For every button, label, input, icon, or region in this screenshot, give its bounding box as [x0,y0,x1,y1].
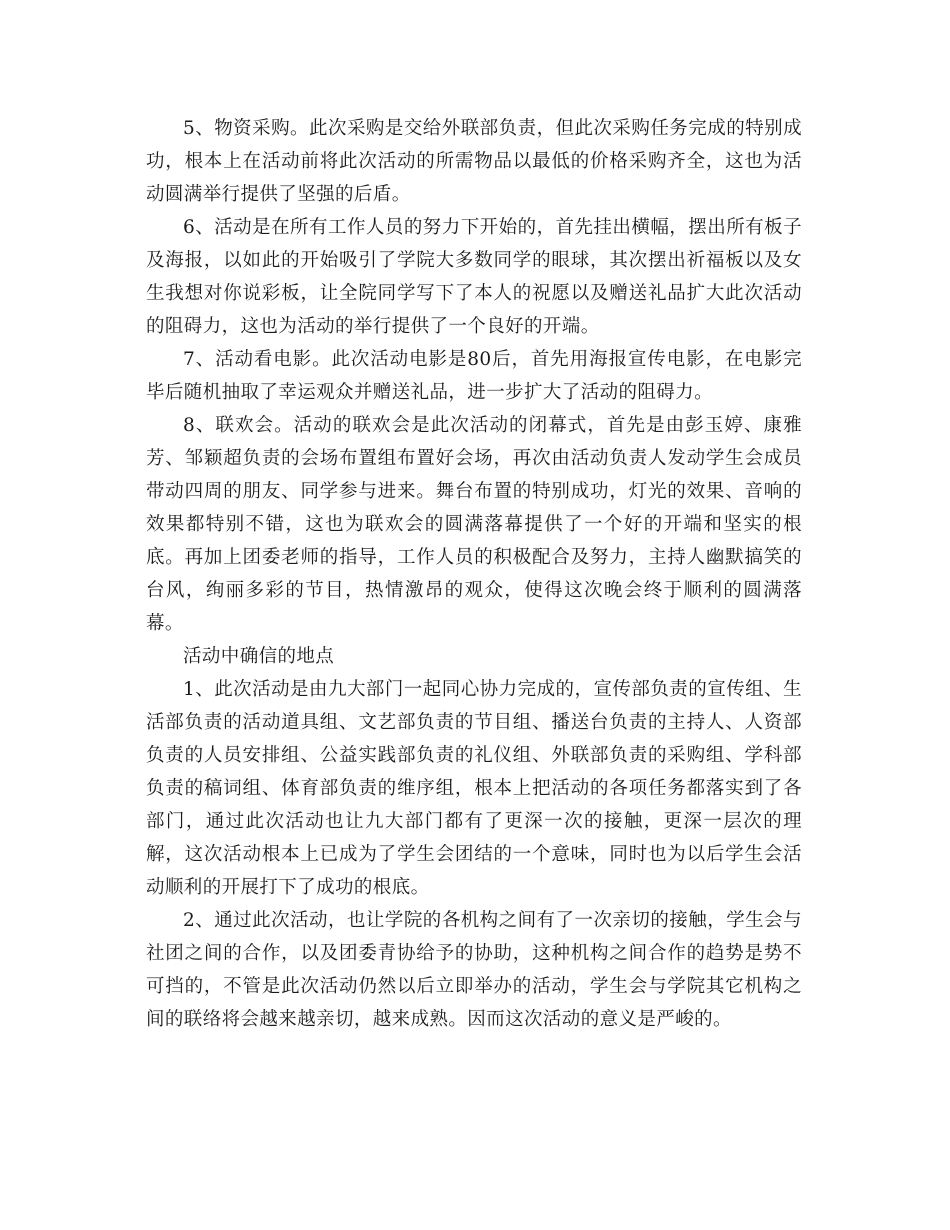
document-body [146,112,802,1036]
paragraph-cooperation: 2、通过此次活动，也让学院的各机构之间有了一次亲切的接触，学生会与社团之间的合作，以及团委青协给予的协助，这种机构之间合作的趋势是势不可挡的，不管是此次活动仍然以后立即举办的活动，学生会与学院其它机构之间的联络将会越来越亲切，越来成熟。因而这次活动的意义是严峻的。 [146,910,802,1030]
paragraph-movie: 7、活动看电影。此次活动电影是80后，首先用海报宣传电影，在电影完毕后随机抽取了幸运观众并赠送礼品，进一步扩大了活动的阻碍力。 [146,349,802,403]
paragraph-departments: 1、此次活动是由九大部门一起同心协力完成的，宣传部负责的宣传组、生活部负责的活动道具组、文艺部负责的节目组、播送台负责的主持人、人资部负责的人员安排组、公益实践部负责的礼仪组、外联部负责的采购组、学科部负责的稿词组、体育部负责的维序组，根本上把活动的各项任务都落实到了各部门，通过此次活动也让九大部门都有了更深一次的接触，更深一层次的理解，这次活动根本上已成为了学生会团结的一个意味，同时也为以后学生会活动顺利的开展打下了成功的根底。 [146,679,802,898]
paragraph-party: 8、联欢会。活动的联欢会是此次活动的闭幕式，首先是由彭玉婷、康雅芳、邹颖超负责的会场布置组布置好会场，再次由活动负责人发动学生会成员带动四周的朋友、同学参与进来。舞台布置的特别成功，灯光的效果、音响的效果都特别不错，这也为联欢会的圆满落幕提供了一个好的开端和坚实的根底。再加上团委老师的指导，工作人员的积极配合及努力，主持人幽默搞笑的台风，绚丽多彩的节目，热情激昂的观众，使得这次晚会终于顺利的圆满落幕。 [146,415,802,634]
section-heading: 活动中确信的地点 [183,646,335,667]
paragraph-procurement: 5、物资采购。此次采购是交给外联部负责，但此次采购任务完成的特别成功，根本上在活动前将此次活动的所需物品以最低的价格采购齐全，这也为活动圆满举行提供了坚强的后盾。 [146,118,802,205]
paragraph-opening: 6、活动是在所有工作人员的努力下开始的，首先挂出横幅，摆出所有板子及海报，以如此的开始吸引了学院大多数同学的眼球，其次摆出祈福板以及女生我想对你说彩板，让全院同学写下了本人的祝愿以及赠送礼品扩大此次活动的阻碍力，这也为活动的举行提供了一个良好的开端。 [146,217,802,337]
